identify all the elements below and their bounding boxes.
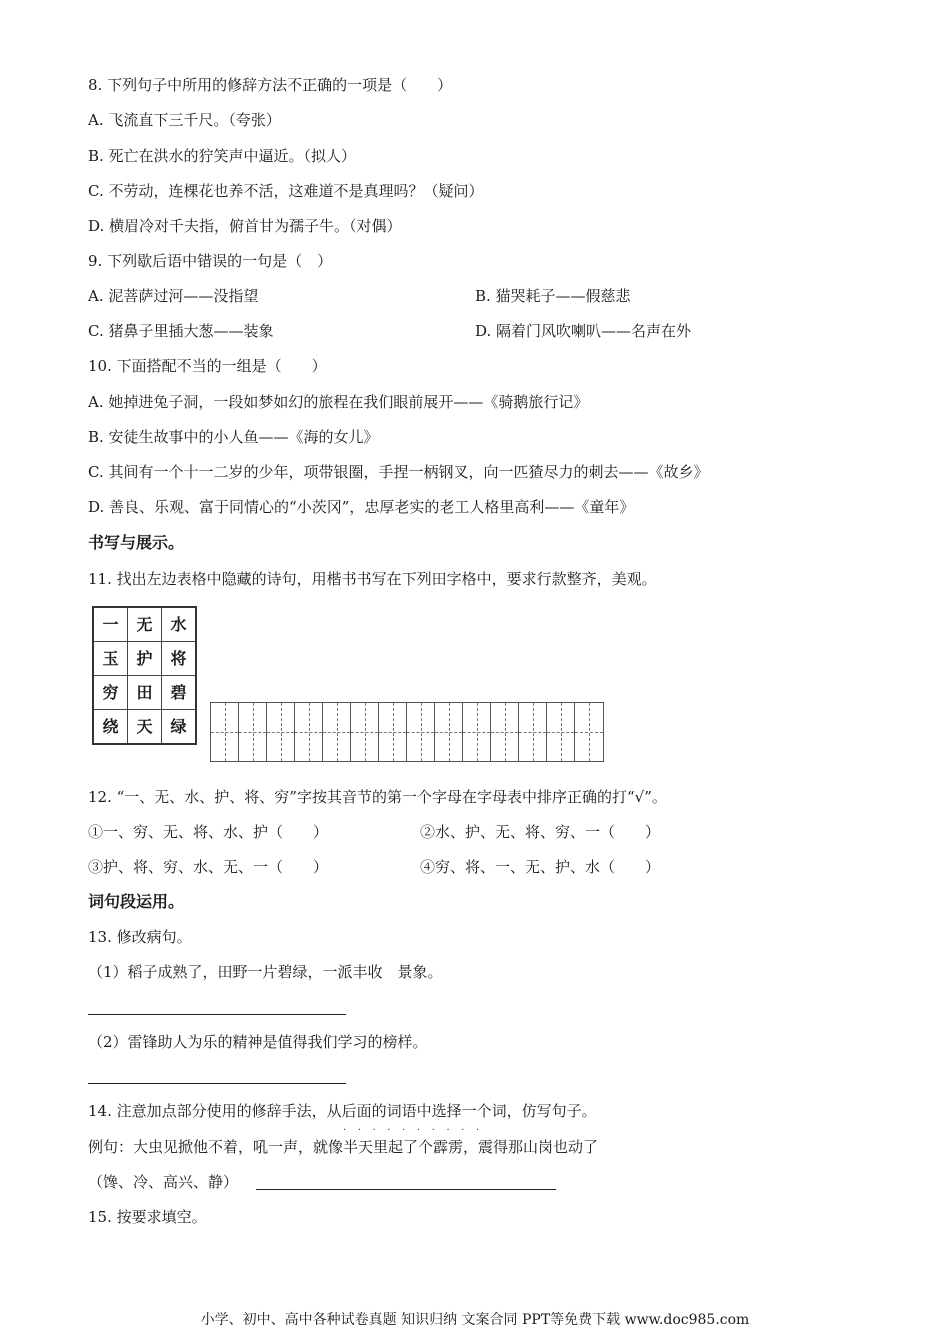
q13-sentence-2: （2）雷锋助人为乐的精神是值得我们学习的榜样。 (88, 1033, 428, 1051)
table-cell: 田 (128, 676, 162, 710)
tianzige-writing-grid[interactable] (210, 702, 604, 762)
q10-stem: 10. 下面搭配不当的一组是（ ） (88, 357, 327, 375)
section-heading-words: 词句段运用。 (88, 892, 185, 911)
q10-option-c: C. 其间有一个十一二岁的少年，项带银圈，手捏一柄钢叉，向一匹猹尽力的刺去——《故乡》 (88, 463, 709, 481)
table-cell: 一 (93, 607, 128, 642)
q9-option-d: D. 隔着门风吹喇叭——名声在外 (475, 322, 692, 340)
emphasis-dots: ·········· (343, 1125, 491, 1136)
q13-sentence-1: （1）稻子成熟了，田野一片碧绿，一派丰收 景象。 (88, 963, 443, 981)
grid-cell[interactable] (463, 703, 491, 761)
answer-line-2[interactable] (88, 1083, 346, 1084)
grid-cell[interactable] (211, 703, 239, 761)
grid-cell[interactable] (379, 703, 407, 761)
hidden-poem-table (92, 606, 197, 745)
grid-cell[interactable] (295, 703, 323, 761)
q8-stem: 8. 下列句子中所用的修辞方法不正确的一项是（ ） (88, 76, 453, 94)
grid-cell[interactable] (519, 703, 547, 761)
q8-option-c: C. 不劳动，连棵花也养不活，这难道不是真理吗？（疑问） (88, 182, 484, 200)
q12-stem: 12. “一、无、水、护、将、穷”字按其音节的第一个字母在字母表中排序正确的打“√”。 (88, 788, 667, 806)
q11-stem: 11. 找出左边表格中隐藏的诗句，用楷书书写在下列田字格中，要求行款整齐，美观。 (88, 570, 657, 588)
q10-option-a: A. 她掉进兔子洞，一段如梦如幻的旅程在我们眼前展开——《骑鹅旅行记》 (88, 393, 589, 411)
grid-cell[interactable] (323, 703, 351, 761)
q9-option-a: A. 泥菩萨过河——没指望 (88, 287, 259, 305)
table-cell: 水 (162, 607, 197, 642)
grid-cell[interactable] (575, 703, 603, 761)
table-cell: 护 (128, 642, 162, 676)
table-cell: 玉 (93, 642, 128, 676)
grid-cell[interactable] (239, 703, 267, 761)
q14-example: 例句：大虫见掀他不着，吼一声，就像半天里起了个霹雳，震得那山岗也动了 (88, 1138, 599, 1156)
table-cell: 绿 (162, 710, 197, 745)
grid-cell[interactable] (491, 703, 519, 761)
q8-option-d: D. 横眉冷对千夫指，俯首甘为孺子牛。（对偶） (88, 217, 402, 235)
grid-cell[interactable] (435, 703, 463, 761)
q8-option-a: A. 飞流直下三千尺。（夸张） (88, 111, 281, 129)
grid-cell[interactable] (547, 703, 575, 761)
q9-option-c: C. 猪鼻子里插大葱——装象 (88, 322, 274, 340)
table-cell: 将 (162, 642, 197, 676)
answer-line-3[interactable] (256, 1189, 556, 1190)
q15-stem: 15. 按要求填空。 (88, 1208, 207, 1226)
table-cell: 无 (128, 607, 162, 642)
table-cell: 穷 (93, 676, 128, 710)
q10-option-b: B. 安徒生故事中的小人鱼——《海的女儿》 (88, 428, 379, 446)
q8-option-b: B. 死亡在洪水的狞笑声中逼近。（拟人） (88, 147, 357, 165)
section-heading-writing: 书写与展示。 (88, 533, 185, 552)
q12-option-4: ④穷、将、一、无、护、水（ ） (420, 858, 661, 876)
q10-option-d: D. 善良、乐观、富于同情心的“小茨冈”，忠厚老实的老工人格里高利——《童年》 (88, 498, 635, 516)
grid-cell[interactable] (351, 703, 379, 761)
q9-stem: 9. 下列歇后语中错误的一句是（ ） (88, 252, 333, 270)
table-cell: 碧 (162, 676, 197, 710)
q14-stem: 14. 注意加点部分使用的修辞手法，从后面的词语中选择一个词，仿写句子。 (88, 1102, 597, 1120)
table-cell: 绕 (93, 710, 128, 745)
q12-option-3: ③护、将、穷、水、无、一（ ） (88, 858, 329, 876)
grid-cell[interactable] (267, 703, 295, 761)
q12-option-1: ①一、穷、无、将、水、护（ ） (88, 823, 329, 841)
q13-stem: 13. 修改病句。 (88, 928, 192, 946)
q9-option-b: B. 猫哭耗子——假慈悲 (475, 287, 631, 305)
page-footer: 小学、初中、高中各种试卷真题 知识归纳 文案合同 PPT等免费下载 www.doc985.com (200, 1312, 750, 1328)
grid-cell[interactable] (407, 703, 435, 761)
table-cell: 天 (128, 710, 162, 745)
q14-choices: （馋、冷、高兴、静） (88, 1173, 239, 1191)
q12-option-2: ②水、护、无、将、穷、一（ ） (420, 823, 661, 841)
answer-line-1[interactable] (88, 1014, 346, 1015)
